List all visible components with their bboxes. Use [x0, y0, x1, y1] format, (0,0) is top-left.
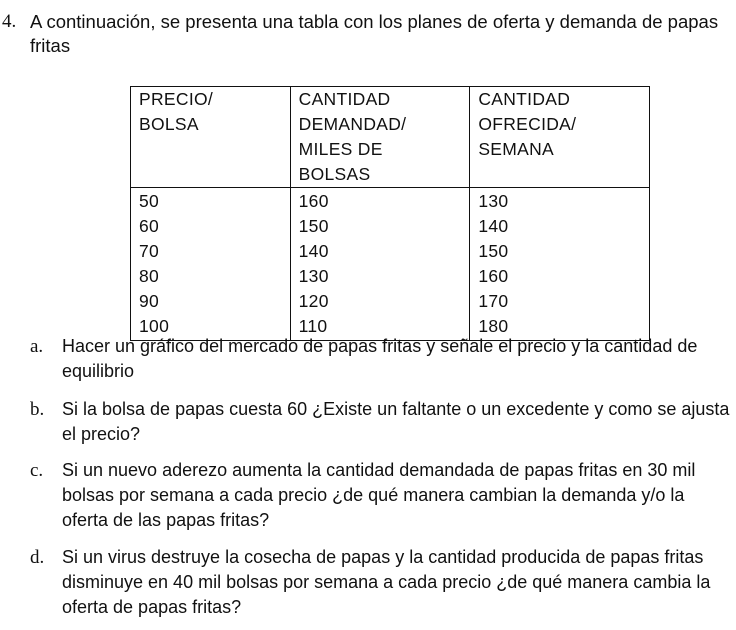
demandada-value: 140	[298, 241, 329, 261]
item-text: Si un nuevo aderezo aumenta la cantidad demandada de papas fritas en 30 mil bolsas por semana a cada precio ¿de qué manera cambian la demanda y/o la oferta de las papas fritas?	[62, 460, 696, 530]
ofrecida-value: 180	[478, 316, 509, 336]
precio-value: 90	[139, 291, 160, 311]
item-letter: a.	[30, 336, 44, 357]
header-line: MILES DE	[298, 139, 383, 159]
header-line: CANTIDAD	[478, 89, 571, 109]
item-text: Hacer un gráfico del mercado de papas fritas y señale el precio y la cantidad de equilibrio	[62, 336, 698, 381]
question-intro: A continuación, se presenta una tabla con los planes de oferta y demanda de papas fritas	[30, 11, 719, 56]
header-line: SEMANA	[478, 139, 555, 159]
precio-value: 60	[139, 216, 160, 236]
precio-value: 80	[139, 266, 160, 286]
item-text: Si un virus destruye la cosecha de papas y la cantidad producida de papas fritas disminuye en 40 mil bolsas por semana a cada precio ¿de qué manera cambia la oferta de papas fritas?	[62, 547, 711, 617]
header-line: CANTIDAD	[298, 89, 391, 109]
item-d	[30, 545, 730, 620]
header-line: BOLSAS	[298, 164, 371, 184]
precio-value: 70	[139, 241, 160, 261]
demandada-value: 150	[298, 216, 329, 236]
header-precio	[131, 87, 291, 188]
question-number: 4.	[2, 11, 17, 32]
header-line: OFRECIDA/	[478, 114, 577, 134]
item-a	[30, 334, 730, 384]
demandada-value: 160	[298, 191, 329, 211]
table-row	[131, 188, 650, 341]
item-b	[30, 397, 730, 447]
precio-cell	[131, 188, 291, 341]
supply-demand-table	[130, 86, 650, 341]
ofrecida-value: 170	[478, 291, 509, 311]
header-cantidad-demandada	[290, 87, 470, 188]
ofrecida-value: 130	[478, 191, 509, 211]
header-line: BOLSA	[139, 114, 199, 134]
table-header-row	[131, 87, 650, 188]
demandada-cell	[290, 188, 470, 341]
item-letter: c.	[30, 460, 44, 481]
demandada-value: 130	[298, 266, 329, 286]
ofrecida-value: 150	[478, 241, 509, 261]
precio-value: 50	[139, 191, 160, 211]
header-line: PRECIO/	[139, 89, 214, 109]
header-cantidad-ofrecida	[470, 87, 650, 188]
header-line: DEMANDAD/	[298, 114, 407, 134]
ofrecida-cell	[470, 188, 650, 341]
item-c	[30, 458, 730, 533]
item-letter: d.	[30, 547, 45, 568]
item-letter: b.	[30, 399, 45, 420]
precio-value: 100	[139, 316, 170, 336]
ofrecida-value: 140	[478, 216, 509, 236]
demandada-value: 110	[298, 316, 328, 336]
item-text: Si la bolsa de papas cuesta 60 ¿Existe un faltante o un excedente y como se ajusta el precio?	[62, 399, 730, 444]
demandada-value: 120	[298, 291, 329, 311]
ofrecida-value: 160	[478, 266, 509, 286]
